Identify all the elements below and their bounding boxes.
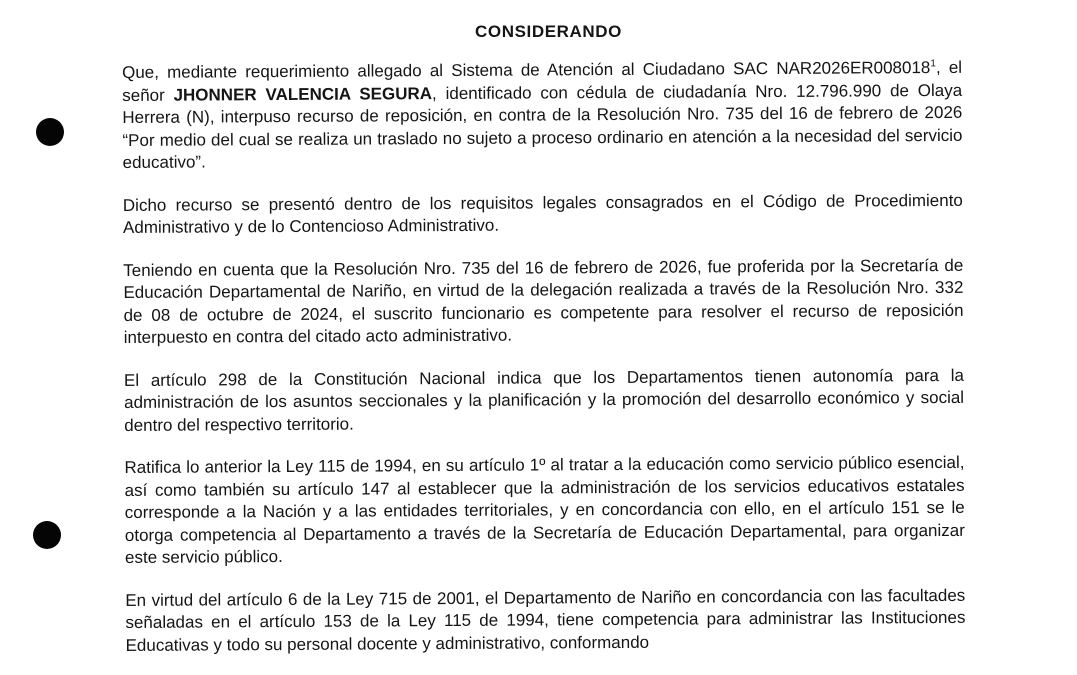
paragraph-2: Dicho recurso se presentó dentro de los requisitos legales consagrados en el Código de Procedimiento Administrativo y de lo Contencioso Administrativo. — [122, 190, 963, 237]
petitioner-name: JHONNER VALENCIA SEGURA — [173, 83, 433, 105]
paragraph-1-text-b: , el señor — [122, 57, 963, 105]
paragraph-3: Teniendo en cuenta que la Resolución Nro. 735 del 16 de febrero de 2026, fue proferida por la Secretaría de Educación Departamental de Nariño, en virtud de la delegación realizada a través de la Resolución Nro. 332 de 08 de octubre de 2024, el suscrito funcionario es competente para resolver el recurso de reposición interpuesto en contra del citado acto administrativo. — [123, 255, 964, 347]
paragraph-1-text-a: Que, mediante requerimiento allegado al Sistema de Atención al Ciudadano SAC NAR2026ER008018 — [122, 58, 931, 82]
section-heading: CONSIDERANDO — [475, 22, 622, 41]
punch-hole-bottom — [33, 521, 61, 549]
paragraph-6: En virtud del artículo 6 de la Ley 715 de 2001, el Departamento de Nariño en concordancia con las facultades señaladas en el artículo 153 de la Ley 115 de 1994, tiene competencia para administrar las Instituciones Educativas y todo su personal docente y administrativo, conformando — [125, 585, 966, 655]
document-body — [122, 57, 966, 675]
paragraph-5: Ratifica lo anterior la Ley 115 de 1994, en su artículo 1º al tratar a la educación como servicio público esencial, así como también su artículo 147 al establecer que la administración de los servicios educativos estatales corresponde a la Nación y a las entidades territoriales, y en concordancia con ello, en el artículo 151 se le otorga competencia al Departamento a través de la Secretaría de Educación Departamental, para organizar este servicio público. — [124, 452, 965, 567]
paragraph-1 — [122, 57, 963, 175]
punch-hole-top — [36, 118, 64, 146]
paragraph-1-text-c: , identificado con cédula de ciudadanía Nro. 12.796.990 de Olaya Herrera (N), interpuso recurso de reposición, en contra de la Resolución Nro. 735 del 16 de febrero de 2026 “Por medio del cual se realiza un traslado no sujeto a proceso ordinario en atención a la necesidad del servicio educativo”. — [122, 80, 963, 172]
paragraph-4: El artículo 298 de la Constitución Nacional indica que los Departamentos tienen autonomía para la administración de los asuntos seccionales y la planificación y la promoción del desarrollo económico y social dentro del respectivo territorio. — [123, 365, 965, 435]
footnote-mark: 1 — [930, 58, 936, 70]
